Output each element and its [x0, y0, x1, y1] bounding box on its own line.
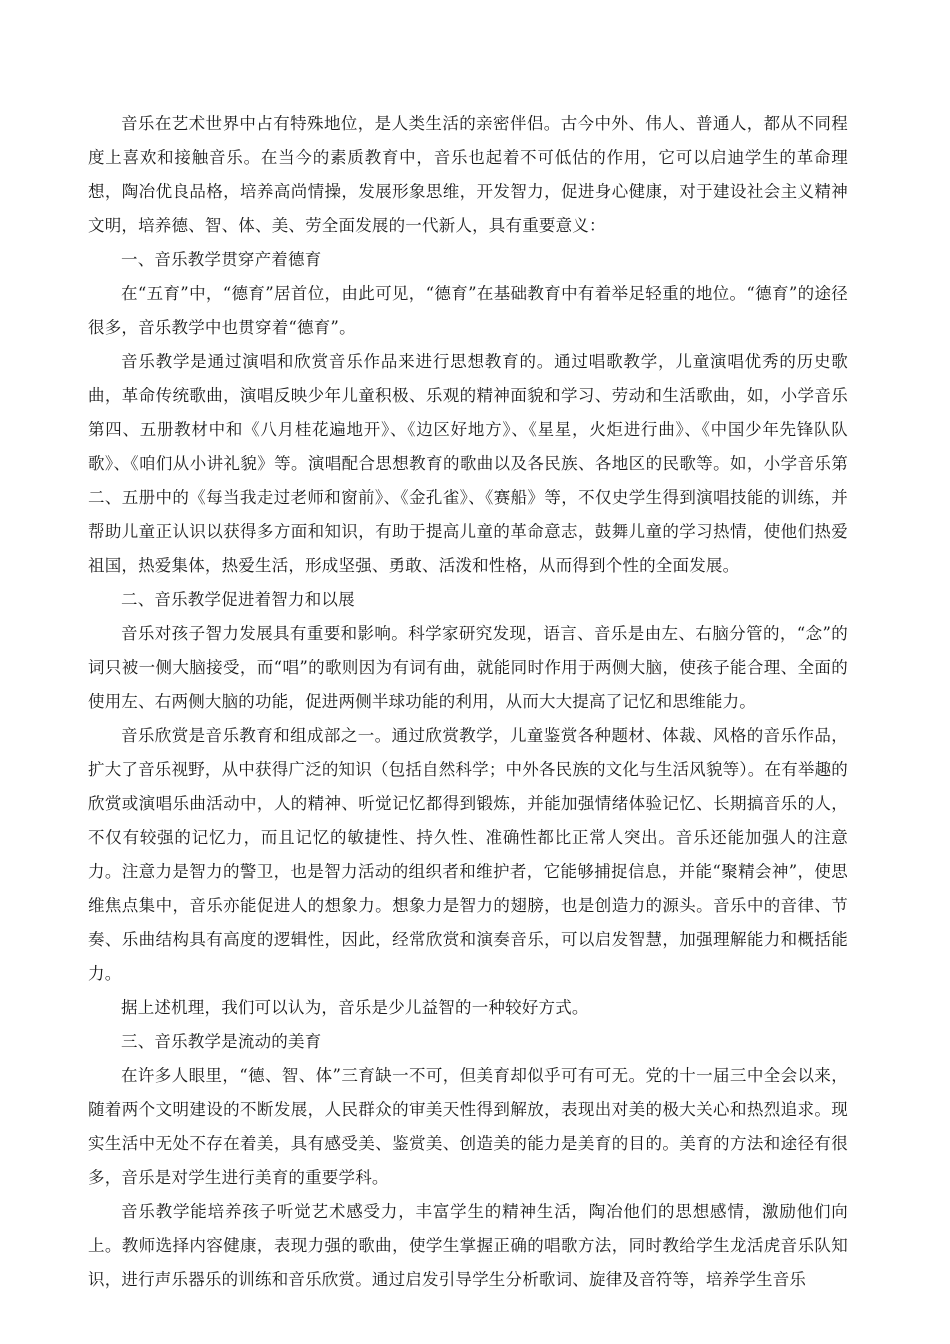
section-heading-3: 三、音乐教学是流动的美育 [121, 1032, 322, 1051]
document-page [88, 107, 848, 1297]
paragraph: 音乐对孩子智力发展具有重要和影响。科学家研究发现，语言、音乐是由左、右脑分管的，“念”的词只被一侧大脑接受，而“唱”的歌则因为有词有曲，就能同时作用于两侧大脑，使孩子能合理、全面的使用左、右两侧大脑的功能，促进两侧半球功能的利用，从而大大提高了记忆和思维能力。 [88, 624, 848, 711]
paragraph: 在许多人眼里，“德、智、体”三育缺一不可，但美育却似乎可有可无。党的十一届三中全会以来，随着两个文明建设的不断发展，人民群众的审美天性得到解放，表现出对美的极大关心和热烈追求。现实生活中无处不存在着美，具有感受美、鉴赏美、创造美的能力是美育的目的。美育的方法和途径有很多，音乐是对学生进行美育的重要学科。 [88, 1066, 848, 1187]
section-heading-1: 一、音乐教学贯穿产着德育 [121, 250, 322, 269]
paragraph: 音乐欣赏是音乐教育和组成部之一。通过欣赏教学，儿童鉴赏各种题材、体裁、风格的音乐作品，扩大了音乐视野，从中获得广泛的知识（包括自然科学；中外各民族的文化与生活风貌等）。在有举趣的欣赏或演唱乐曲活动中，人的精神、听觉记忆都得到锻炼，并能加强情绪体验记忆、长期搞音乐的人，不仅有较强的记忆力，而且记忆的敏捷性、持久性、准确性都比正常人突出。音乐还能加强人的注意力。注意力是智力的警卫，也是智力活动的组织者和维护者，它能够捕捉信息，并能“聚精会神”，使思维焦点集中，音乐亦能促进人的想象力。想象力是智力的翅膀，也是创造力的源头。音乐中的音律、节奏、乐曲结构具有高度的逻辑性，因此，经常欣赏和演奏音乐，可以启发智慧，加强理解能力和概括能力。 [88, 726, 848, 983]
paragraph: 据上述机理，我们可以认为，音乐是少儿益智的一种较好方式。 [121, 998, 589, 1017]
intro-paragraph: 音乐在艺术世界中占有特殊地位，是人类生活的亲密伴侣。古今中外、伟人、普通人，都从不同程度上喜欢和接触音乐。在当今的素质教育中，音乐也起着不可低估的作用，它可以启迪学生的革命理想，陶冶优良品格，培养高尚情操，发展形象思维，开发智力，促进身心健康，对于建设社会主义精神文明，培养德、智、体、美、劳全面发展的一代新人，具有重要意义： [88, 114, 848, 235]
section-heading-2: 二、音乐教学促进着智力和以展 [121, 590, 355, 609]
paragraph: 在“五育”中，“德育”居首位，由此可见，“德育”在基础教育中有着举足轻重的地位。“德育”的途径很多，音乐教学中也贯穿着“德育”。 [88, 284, 848, 337]
paragraph: 音乐教学是通过演唱和欣赏音乐作品来进行思想教育的。通过唱歌教学，儿童演唱优秀的历史歌曲，革命传统歌曲，演唱反映少年儿童积极、乐观的精神面貌和学习、劳动和生活歌曲，如，小学音乐第四、五册教材中和《八月桂花遍地开》、《边区好地方》、《星星，火炬进行曲》、《中国少年先锋队队歌》、《咱们从小讲礼貌》等。演唱配合思想教育的歌曲以及各民族、各地区的民歌等。如，小学音乐第二、五册中的《每当我走过老师和窗前》、《金孔雀》、《赛船》等，不仅史学生得到演唱技能的训练，并帮助儿童正认识以获得多方面和知识，有助于提高儿童的革命意志，鼓舞儿童的学习热情，使他们热爱祖国，热爱集体，热爱生活，形成坚强、勇敢、活泼和性格，从而得到个性的全面发展。 [88, 352, 848, 575]
paragraph: 音乐教学能培养孩子听觉艺术感受力，丰富学生的精神生活，陶冶他们的思想感情，激励他们向上。教师选择内容健康，表现力强的歌曲，使学生掌握正确的唱歌方法，同时教给学生龙活虎音乐队知识，进行声乐器乐的训练和音乐欣赏。通过启发引导学生分析歌词、旋律及音符等，培养学生音乐 [88, 1202, 848, 1289]
